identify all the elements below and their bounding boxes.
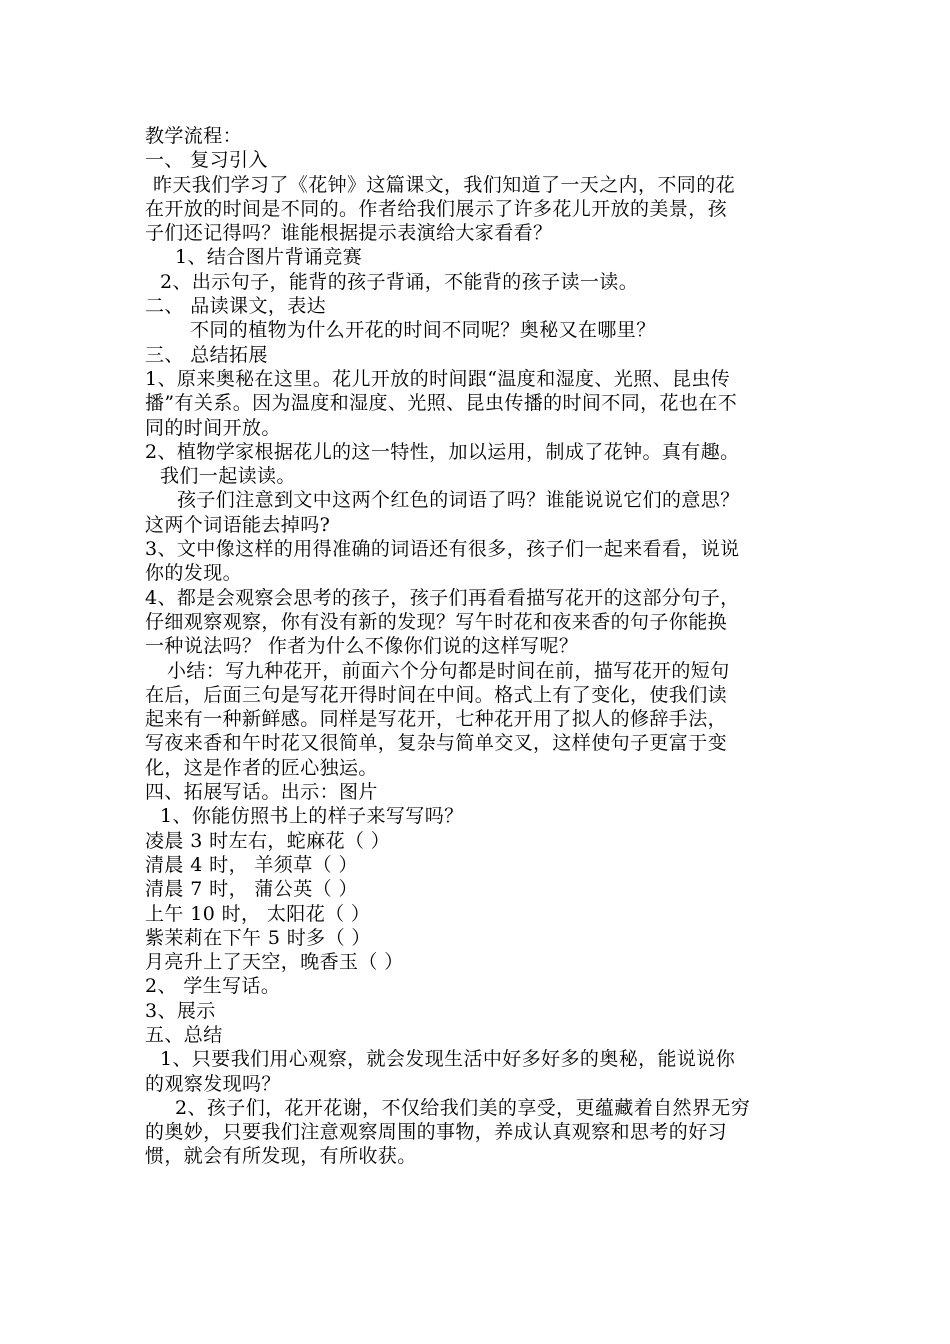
text-line: 同的时间开放。 bbox=[145, 416, 281, 439]
text-line: 4、都是会观察会思考的孩子，孩子们再看看描写花开的这部分句子， bbox=[145, 586, 740, 609]
text-line: 紫茉莉在下午 5 时多（ ） bbox=[145, 926, 371, 949]
text-line: 四、拓展写话。出示：图片 bbox=[145, 781, 378, 804]
text-line: 你的发现。 bbox=[145, 562, 243, 585]
text-line: 二、 品读课文，表达 bbox=[145, 295, 327, 318]
text-line: 在后，后面三句是写花开得时间在中间。格式上有了变化，使我们读 bbox=[145, 683, 728, 706]
text-line: 惯，就会有所发现，有所收获。 bbox=[145, 1145, 417, 1168]
text-line: 月亮升上了天空，晚香玉（ ） bbox=[145, 951, 404, 974]
text-line: 上午 10 时， 太阳花（ ） bbox=[145, 902, 371, 925]
text-line: 昨天我们学习了《花钟》这篇课文，我们知道了一天之内，不同的花 bbox=[153, 173, 736, 196]
text-line: 2、孩子们，花开花谢，不仅给我们美的享受，更蕴藏着自然界无穷 bbox=[175, 1096, 751, 1119]
text-line: 我们一起读读。 bbox=[160, 465, 296, 488]
text-line: 教学流程： bbox=[145, 125, 243, 147]
text-line: 三、 总结拓展 bbox=[145, 343, 268, 366]
text-line: 在开放的时间是不同的。作者给我们展示了许多花儿开放的美景，孩 bbox=[145, 197, 728, 220]
text-line: 一种说法吗？ 作者为什么不像你们说的这样写呢？ bbox=[145, 635, 579, 658]
text-line: 3、展示 bbox=[145, 999, 216, 1022]
text-line: 2、 学生写话。 bbox=[145, 975, 281, 998]
text-line: 小结：写九种花开，前面六个分句都是时间在前，描写花开的短句 bbox=[167, 659, 730, 682]
text-line: 播”有关系。因为温度和湿度、光照、昆虫传播的时间不同，花也在不 bbox=[145, 392, 738, 415]
text-line: 写夜来香和午时花又很简单，复杂与简单交叉，这样使句子更富于变 bbox=[145, 732, 728, 755]
text-line: 不同的植物为什么开花的时间不同呢？奥秘又在哪里？ bbox=[190, 319, 656, 342]
text-line: 3、文中像这样的用得准确的词语还有很多，孩子们一起来看看，说说 bbox=[145, 538, 740, 561]
text-line: 化，这是作者的匠心独运。 bbox=[145, 756, 378, 779]
text-line: 2、植物学家根据花儿的这一特性，加以运用，制成了花钟。真有趣。 bbox=[145, 440, 740, 463]
text-line: 凌晨 3 时左右，蛇麻花（ ） bbox=[145, 829, 391, 852]
text-line: 这两个词语能去掉吗? bbox=[145, 513, 331, 536]
text-line: 1、结合图片背诵竞赛 bbox=[175, 246, 363, 269]
text-line: 1、原来奥秘在这里。花儿开放的时间跟“温度和湿度、光照、昆虫传 bbox=[145, 367, 731, 390]
text-line: 起来有一种新鲜感。同样是写花开，七种花开用了拟人的修辞手法， bbox=[145, 708, 728, 731]
text-line: 五、总结 bbox=[145, 1023, 223, 1046]
text-line: 孩子们注意到文中这两个红色的词语了吗？谁能说说它们的意思？ bbox=[177, 489, 740, 512]
text-line: 1、只要我们用心观察，就会发现生活中好多好多的奥秘，能说说你 bbox=[160, 1048, 736, 1071]
text-line: 子们还记得吗？谁能根据提示表演给大家看看？ bbox=[145, 222, 553, 245]
document-page bbox=[145, 124, 825, 1169]
text-line: 一、 复习引入 bbox=[145, 149, 268, 172]
text-line: 的观察发现吗？ bbox=[145, 1072, 281, 1095]
text-line: 2、出示句子，能背的孩子背诵，不能背的孩子读一读。 bbox=[160, 270, 639, 293]
text-line: 1、你能仿照书上的样子来写写吗？ bbox=[160, 805, 464, 828]
text-line: 的奥妙，只要我们注意观察周围的事物，养成认真观察和思考的好习 bbox=[145, 1121, 728, 1144]
text-line: 清晨 4 时， 羊须草（ ） bbox=[145, 853, 358, 876]
text-line: 仔细观察观察，你有没有新的发现？写午时花和夜来香的句子你能换 bbox=[145, 610, 728, 633]
text-line: 清晨 7 时， 蒲公英（ ） bbox=[145, 878, 358, 901]
